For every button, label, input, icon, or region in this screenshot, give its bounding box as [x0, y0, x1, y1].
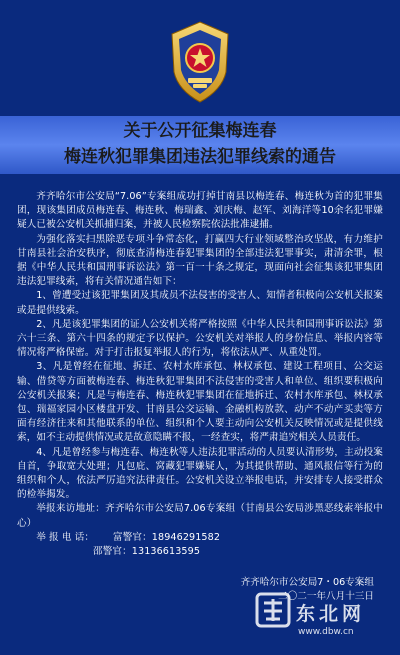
- phone-label: 举 报 电 话：: [36, 531, 95, 543]
- paragraph-intro: 齐齐哈尔市公安局“7.06”专案组成功打掉甘南县以梅连春、梅连秋为首的犯罪集团，现该集团成员梅连春、梅连秋、梅瑞鑫、刘庆梅、赵军、刘海洋等10余名犯罪嫌疑人已被公安机关抓捕归案，并被人民检察院依法批准逮捕。: [17, 191, 383, 231]
- address-label: 举报来访地址：: [36, 503, 106, 515]
- watermark-url: www.dbw.cn: [298, 627, 354, 637]
- paragraph-purpose: 为强化落实扫黑除恶专项斗争常态化，打赢四大行业领域整治攻坚战，有力维护甘南县社会治安秩序，彻底查清梅连春犯罪集团的全部违法犯罪事实，肃清余罪，根据《中华人民共和国刑事诉讼法》第一百一十条之规定，现面向社会征集该犯罪集团违法犯罪线索，将有关情况通告如下：: [17, 233, 383, 288]
- dbw-logo-icon: [254, 591, 292, 629]
- notice-title-line1: 关于公开征集梅连春: [123, 121, 277, 141]
- officer1-label: 富警官：: [113, 531, 152, 543]
- contact-phone-row-1: [17, 531, 383, 545]
- paragraph-item-3: 3、凡是曾经在征地、拆迁、农村水库承包、林权承包、建设工程项目、公交运输、借贷等方面被梅连春、梅连秋犯罪集团不法侵害的受害人和单位、组织要积极向公安机关报案；凡是与梅连春、梅连秋犯罪集团在征地拆迁、农村水库承包、林权承包、瑞福家园小区楼盘开发、甘南县公交运输、金融机构放款、动产不动产买卖等方面有经济往来和其他联系的单位、组织和个人要主动向公安机关反映情况或是提供线索，如不主动提供情况或是故意隐瞒不报，一经查实，将严肃追究相关人员责任。: [17, 361, 383, 444]
- dbw-watermark: [254, 587, 394, 645]
- signature-org: 齐齐哈尔市公安局7・06专案组: [240, 577, 374, 588]
- paragraph-item-1: 1、曾遭受过该犯罪集团及其成员不法侵害的受害人、知情者积极向公安机关报案或是提供线索。: [17, 290, 383, 316]
- paragraph-item-2: 2、凡是该犯罪集团的证人公安机关将严格按照《中华人民共和国刑事诉讼法》第六十三条、第六十四条的规定予以保护。公安机关对举报人的身份信息、举报内容等情况将严格保密。对于打击报复举报人的行为，将依法从严、从重处罚。: [17, 318, 383, 359]
- notice-title-line2: 梅连秋犯罪集团违法犯罪线索的通告: [64, 147, 336, 167]
- notice-body: [17, 190, 383, 559]
- officer1-phone: 18946291582: [151, 531, 221, 543]
- signature-date: 二〇二一年八月十三日: [278, 591, 374, 602]
- address-value: 齐齐哈尔市公安局7.06专案组（甘南县公安局涉黑恶线索举报中心）: [17, 503, 383, 529]
- watermark-name: 东北网: [296, 603, 366, 625]
- paragraph-item-4: 4、凡是曾经参与梅连春、梅连秋等人违法犯罪活动的人员要认清形势，主动投案自首，争取宽大处理；凡包庇、窝藏犯罪嫌疑人，为其提供帮助、通风报信等行为的组织和个人，依法严厉追究法律责任。公安机关设立举报电话，并安排专人接受群众的检举揭发。: [17, 446, 383, 501]
- contact-phone-row-2: [17, 545, 383, 559]
- officer2-label: 邵警官：: [93, 546, 132, 558]
- police-emblem-icon: [166, 20, 234, 104]
- officer2-phone: 13136613595: [131, 546, 201, 558]
- contact-address: [17, 502, 383, 530]
